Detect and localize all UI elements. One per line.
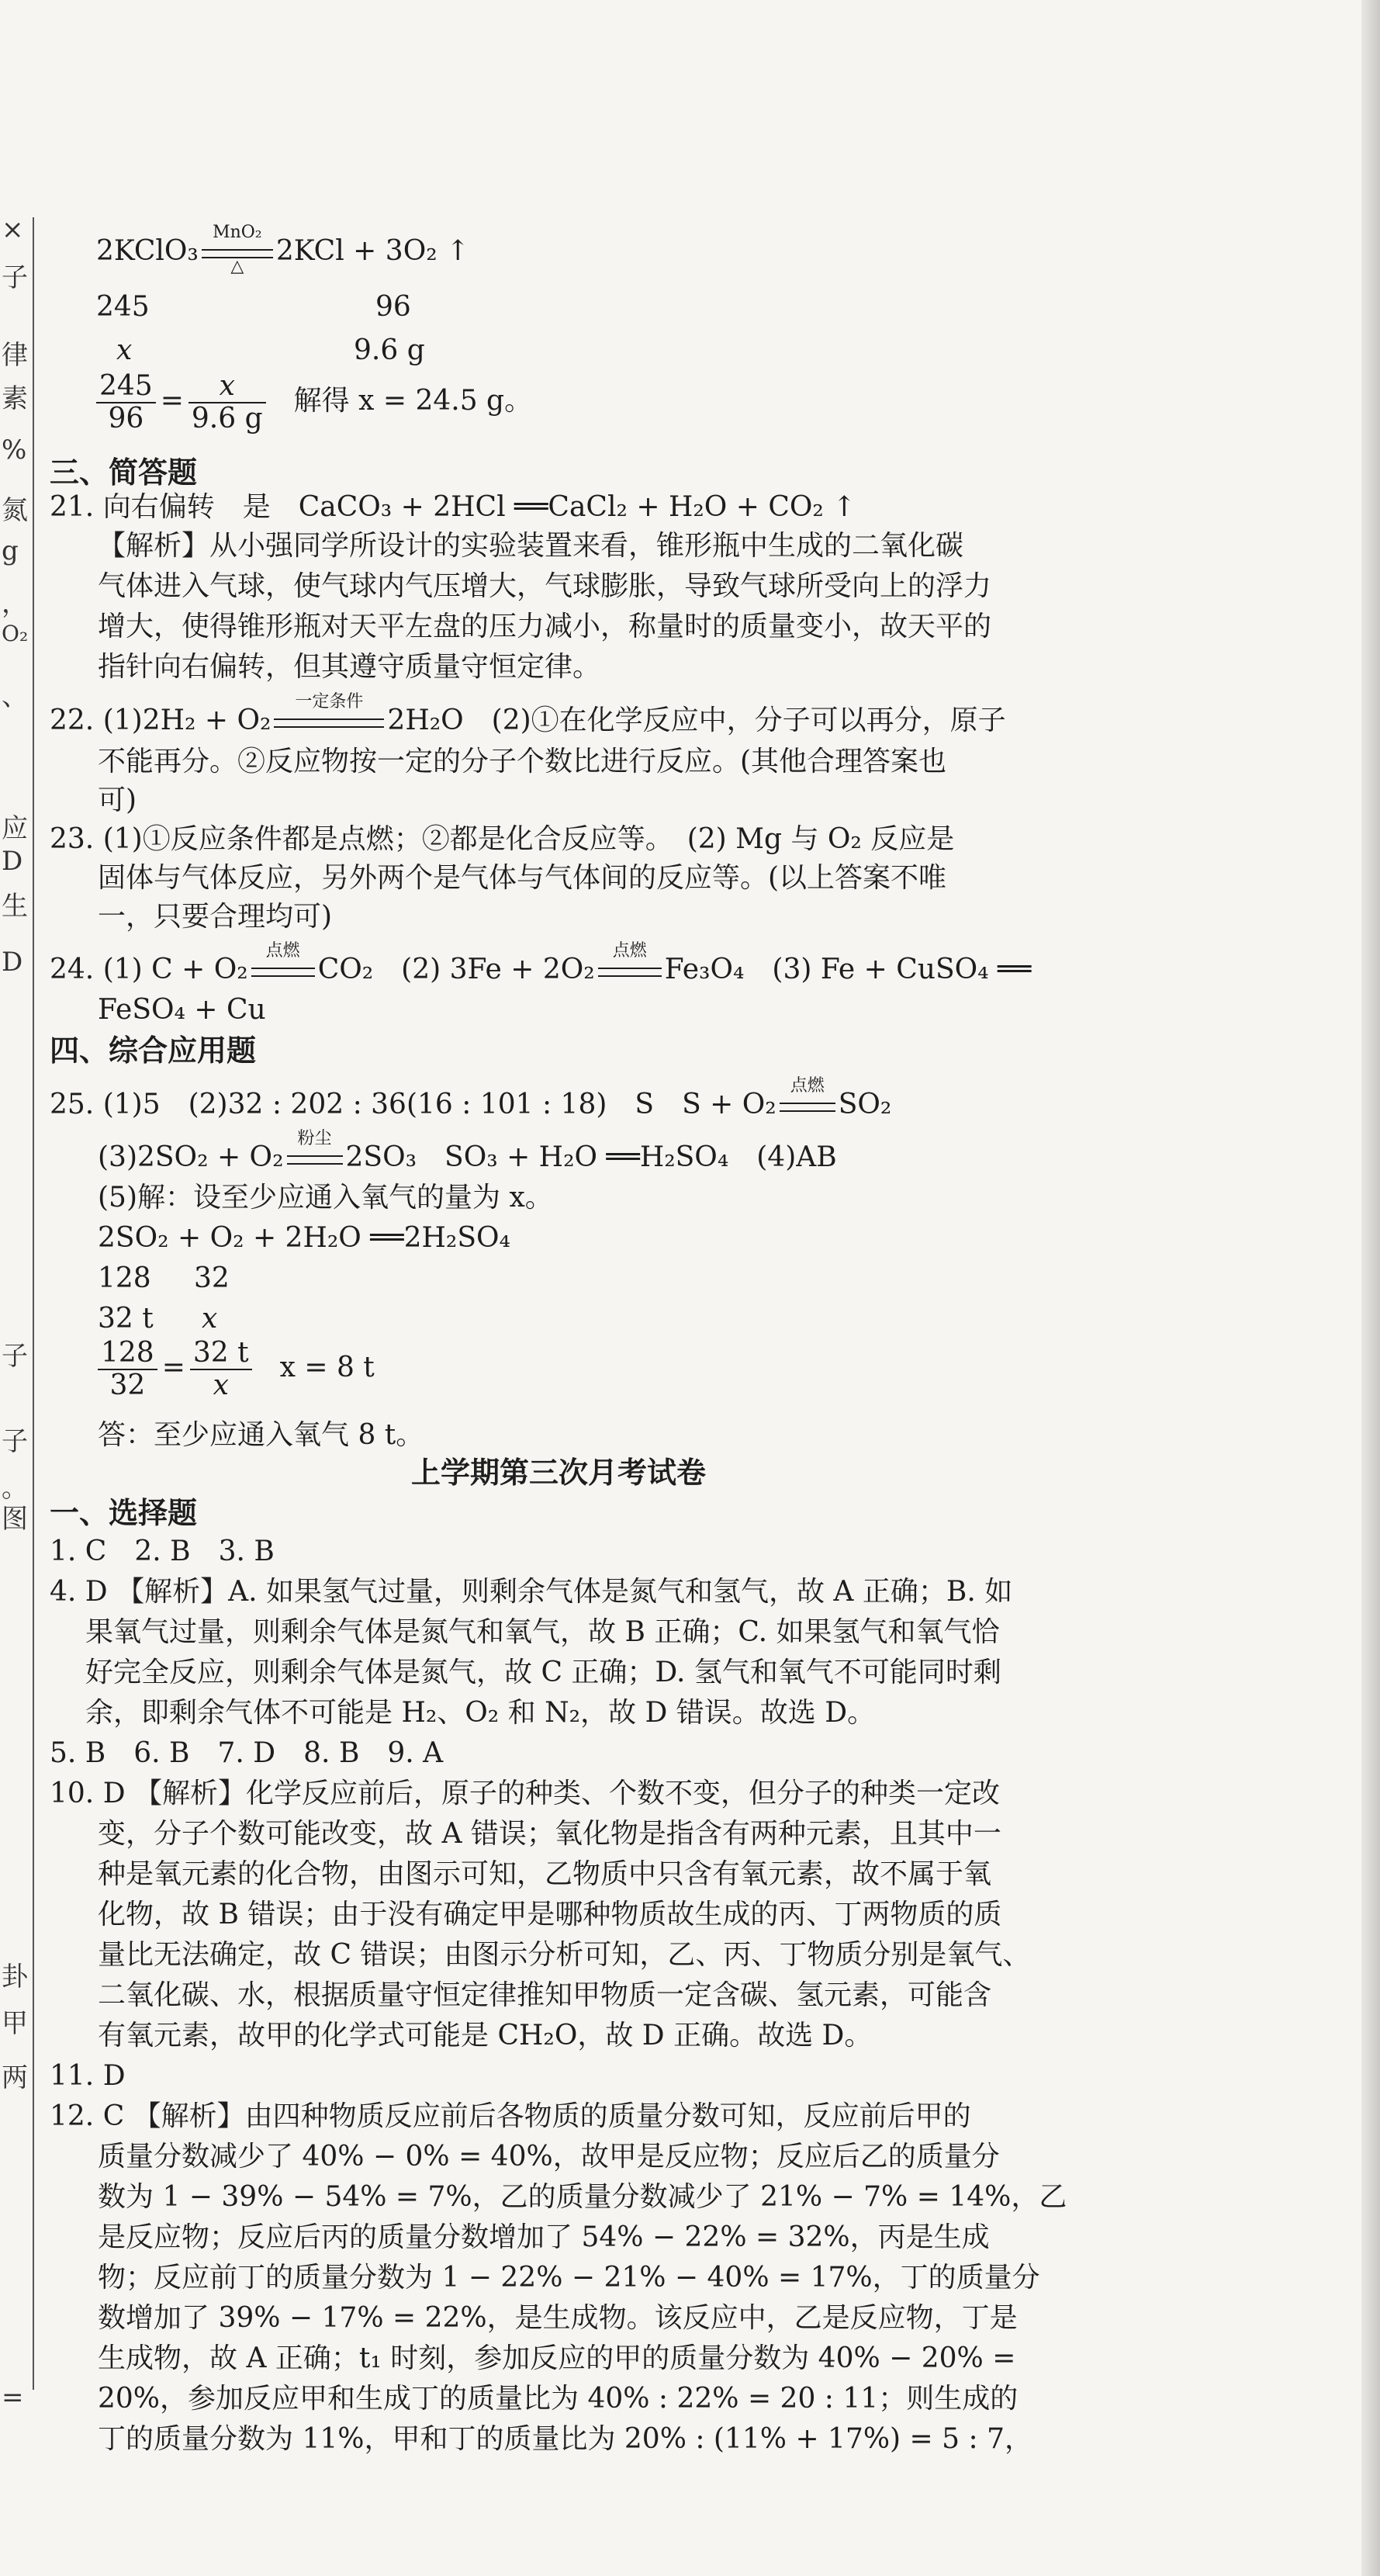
- denominator: 96: [108, 403, 144, 435]
- gutter-char: 应: [2, 813, 28, 844]
- q12-explanation: 数增加了 39% − 17% = 22%，是生成物。该反应中，乙是反应物，丁是: [98, 2302, 1018, 2334]
- q24-part: Fe₃O₄ (3) Fe + CuSO₄ ══: [664, 954, 1032, 985]
- gutter-char: O₂: [2, 621, 29, 646]
- calc1-proportion: [96, 371, 532, 435]
- gutter-char: %: [2, 435, 27, 466]
- q12-explanation: 20%，参加反应甲和生成丁的质量比为 40% : 22% = 20 : 11；则生成的: [98, 2383, 1019, 2415]
- calc1-equation: [96, 223, 470, 276]
- gutter-char: 氮: [2, 495, 28, 526]
- heat-symbol: △: [230, 257, 244, 276]
- gutter-divider: [33, 217, 34, 2390]
- mc-answers: 1. C 2. B 3. B: [50, 1536, 275, 1567]
- section-heading: 三、简答题: [50, 455, 198, 490]
- q12-explanation: 12. C 【解析】由四种物质反应前后各物质的质量分数可知，反应前后甲的: [50, 2100, 971, 2132]
- q10-explanation: 二氧化碳、水，根据质量守恒定律推知甲物质一定含碳、氢元素，可能含: [98, 1979, 992, 2011]
- gutter-char: 两: [2, 2062, 28, 2093]
- numerator: 32 t: [190, 1338, 252, 1370]
- calc1-given: 9.6 g: [354, 334, 425, 366]
- page-edge-shadow: [1361, 0, 1380, 2576]
- calc1-unknown: x: [116, 334, 133, 366]
- q10-explanation: 种是氧元素的化合物，由图示可知，乙物质中只含有氧元素，故不属于氧: [98, 1858, 992, 1890]
- reaction-arrow: [776, 1076, 839, 1118]
- gutter-char: 。: [2, 1473, 28, 1504]
- gutter-char: D: [2, 846, 23, 877]
- q25-line: (5)解：设至少应通入氧气的量为 x。: [98, 1182, 553, 1214]
- q21-explanation: 【解析】从小强同学所设计的实验装置来看，锥形瓶中生成的二氧化碳: [98, 530, 964, 562]
- q22-answer: [50, 692, 1006, 739]
- section-heading: 四、综合应用题: [50, 1034, 257, 1068]
- condition-label: 点燃: [612, 941, 647, 961]
- condition-label: 粉尘: [297, 1129, 332, 1148]
- calc1-products: 2KCl + 3O₂ ↑: [275, 235, 470, 267]
- gutter-char: 子: [2, 1426, 28, 1457]
- gutter-char: 图: [2, 1504, 28, 1535]
- q25-line: [98, 1129, 837, 1176]
- q22-rest: 2H₂O (2)①在化学反应中，分子可以再分，原子: [387, 705, 1006, 736]
- q22-reactants: 22. (1)2H₂ + O₂: [50, 705, 272, 736]
- calc1-mass-b: 96: [375, 291, 411, 323]
- calc1-reactant: 2KClO₃: [96, 235, 199, 267]
- condition-label: 点燃: [265, 941, 300, 961]
- gutter-char: 卦: [2, 1961, 28, 1993]
- fraction: [98, 1338, 157, 1401]
- fraction: [188, 371, 266, 435]
- reaction-arrow: [595, 941, 665, 983]
- numerator: 128: [98, 1338, 157, 1370]
- denominator: 32: [109, 1369, 146, 1401]
- q10-explanation: 化物，故 B 错误；由于没有确定甲是哪种物质故生成的丙、丁两物质的质: [98, 1899, 1002, 1930]
- q21-explanation: 气体进入气球，使气球内气压增大，气球膨胀，导致气球所受向上的浮力: [98, 570, 992, 602]
- gutter-char: =: [2, 2382, 24, 2413]
- q4-explanation: 好完全反应，则剩余气体是氮气，故 C 正确；D. 氢气和氧气不可能同时剩: [85, 1657, 1001, 1688]
- q24-part: 24. (1) C + O₂: [50, 954, 248, 985]
- q12-explanation: 是反应物；反应后丙的质量分数增加了 54% − 22% = 32%，丙是生成: [98, 2221, 990, 2253]
- q12-explanation: 生成物，故 A 正确；t₁ 时刻，参加反应的甲的质量分数为 40% − 20% =: [98, 2342, 1016, 2374]
- q25-result: x = 8 t: [279, 1352, 375, 1383]
- q23-line: 一，只要合理均可): [98, 901, 333, 933]
- q21-explanation: 指针向右偏转，但其遵守质量守恒定律。: [98, 651, 601, 683]
- reaction-arrow: [284, 1129, 346, 1171]
- q4-explanation: 4. D 【解析】A. 如果氢气过量，则剩余气体是氮气和氢气，故 A 正确；B. 如: [50, 1576, 1013, 1608]
- q21-explanation: 增大，使得锥形瓶对天平左盘的压力减小，称量时的质量变小，故天平的: [98, 611, 992, 642]
- q25-equation: 2SO₂ + O₂ + 2H₂O ══2H₂SO₄: [98, 1222, 510, 1254]
- q25-answer: 答：至少应通入氧气 8 t。: [98, 1419, 424, 1451]
- q25-mass: 128: [98, 1262, 151, 1294]
- reaction-arrow: [199, 223, 276, 276]
- q25-part: 2SO₃ SO₃ + H₂O ══H₂SO₄ (4)AB: [345, 1141, 837, 1173]
- q12-explanation: 质量分数减少了 40% − 0% = 40%，故甲是反应物；反应后乙的质量分: [98, 2141, 1000, 2173]
- q4-explanation: 果氧气过量，则剩余气体是氮气和氧气，故 B 正确；C. 如果氢气和氧气恰: [85, 1616, 1000, 1648]
- fraction: [96, 371, 156, 435]
- q12-explanation: 丁的质量分数为 11%，甲和丁的质量比为 20% : (11% + 17%) = 5 : 7，: [98, 2423, 1032, 2455]
- q12-explanation: 数为 1 − 39% − 54% = 7%，乙的质量分数减少了 21% − 7% = 14%，乙: [98, 2181, 1067, 2213]
- denominator: x: [213, 1369, 229, 1401]
- q10-explanation: 10. D 【解析】化学反应前后，原子的种类、个数不变，但分子的种类一定改: [50, 1778, 1001, 1809]
- q24-line: FeSO₄ + Cu: [98, 994, 266, 1026]
- numerator: x: [188, 371, 266, 403]
- q25-unknown: x: [202, 1303, 218, 1335]
- calc1-result: 解得 x = 24.5 g。: [293, 385, 533, 417]
- condition-label: 一定条件: [295, 692, 364, 712]
- gutter-char: 素: [2, 383, 28, 414]
- denominator: 9.6 g: [191, 403, 263, 435]
- q24-part: CO₂ (2) 3Fe + 2O₂: [317, 954, 595, 985]
- q4-explanation: 余，即剩余气体不可能是 H₂、O₂ 和 N₂，故 D 错误。故选 D。: [85, 1697, 876, 1729]
- gutter-char: 甲: [2, 2008, 28, 2039]
- q25-part: SO₂: [838, 1089, 892, 1120]
- q10-explanation: 变，分子个数可能改变，故 A 错误；氧化物是指含有两种元素，且其中一: [98, 1818, 1001, 1850]
- condition-label: 点燃: [790, 1076, 825, 1096]
- numerator: 245: [96, 371, 156, 403]
- q12-explanation: 物；反应前丁的质量分数为 1 − 22% − 21% − 40% = 17%，丁的质量分: [98, 2262, 1040, 2294]
- gutter-char: 、: [2, 681, 28, 712]
- gutter-char: 律: [2, 340, 28, 371]
- gutter-char: 子: [2, 1341, 28, 1372]
- gutter-char: D: [2, 947, 23, 978]
- mc-answers: 5. B 6. B 7. D 8. B 9. A: [50, 1737, 444, 1769]
- exam-title: 上学期第三次月考试卷: [411, 1456, 707, 1490]
- q25-part: (3)2SO₂ + O₂: [98, 1141, 284, 1173]
- q23-line: 固体与气体反应，另外两个是气体与气体间的反应等。(以上答案不唯: [98, 862, 947, 894]
- q24-answer: [50, 941, 1032, 989]
- q25-mass: 32: [194, 1262, 230, 1294]
- q21-answer: 21. 向右偏转 是 CaCO₃ + 2HCl ══CaCl₂ + H₂O + CO₂ ↑: [50, 491, 856, 523]
- q25-value: 32 t: [98, 1303, 154, 1335]
- fraction: [190, 1338, 252, 1401]
- q25-line: [50, 1076, 892, 1124]
- q25-part: 25. (1)5 (2)32 : 202 : 36(16 : 101 : 18) S S + O₂: [50, 1089, 776, 1120]
- gutter-char: 生: [2, 891, 28, 922]
- catalyst-label: MnO₂: [213, 223, 262, 242]
- q10-explanation: 有氧元素，故甲的化学式可能是 CH₂O，故 D 正确。故选 D。: [98, 2020, 873, 2051]
- reaction-arrow: [271, 692, 387, 734]
- reaction-arrow: [248, 941, 318, 983]
- q22-line: 不能再分。②反应物按一定的分子个数比进行反应。(其他合理答案也: [98, 746, 947, 777]
- equals: =: [160, 385, 184, 417]
- equals: =: [161, 1352, 185, 1383]
- section-heading: 一、选择题: [50, 1496, 198, 1530]
- calc1-mass-a: 245: [96, 291, 150, 323]
- q25-proportion: [98, 1338, 375, 1401]
- gutter-char: g: [2, 535, 19, 566]
- q23-answer: 23. (1)①反应条件都是点燃；②都是化合反应等。 (2) Mg 与 O₂ 反应是: [50, 823, 955, 855]
- left-gutter-fragments: [0, 0, 36, 2576]
- q10-explanation: 量比无法确定，故 C 错误；由图示分析可知，乙、丙、丁物质分别是氧气、: [98, 1939, 1031, 1971]
- gutter-char: ，: [2, 588, 28, 619]
- mc-answers: 11. D: [50, 2060, 126, 2092]
- gutter-char: ×: [2, 214, 24, 245]
- gutter-char: 子: [2, 262, 28, 293]
- q22-line: 可): [98, 784, 137, 816]
